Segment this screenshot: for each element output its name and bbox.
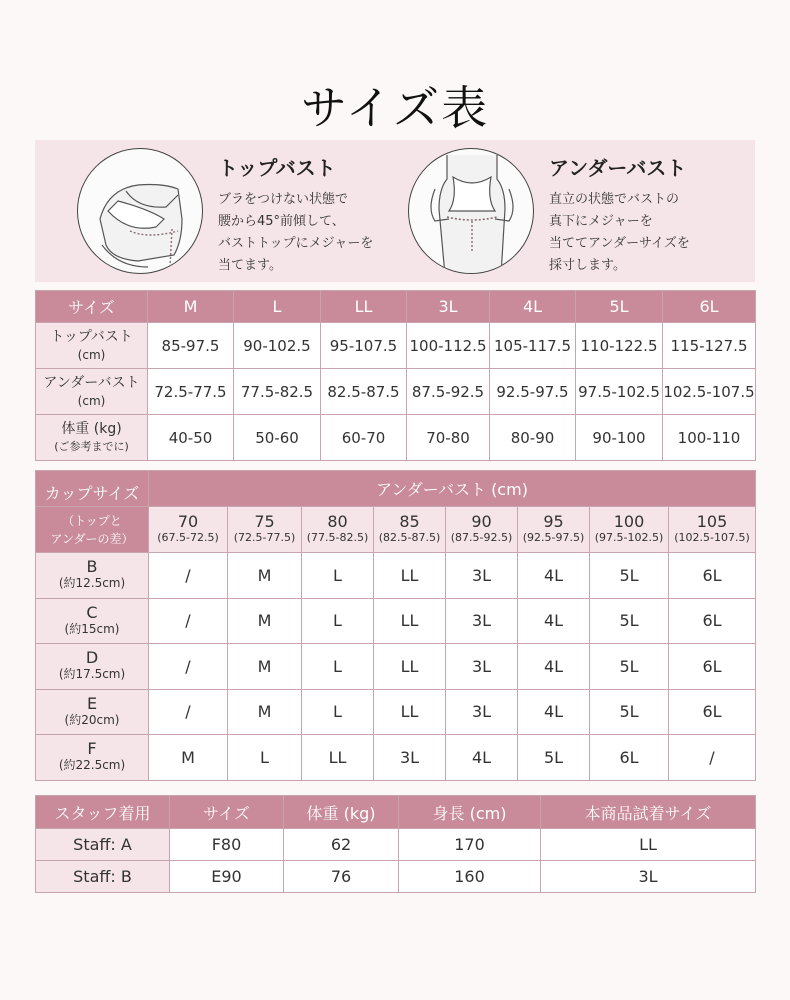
under-bust-group-header: アンダーバスト (cm) bbox=[149, 471, 756, 507]
table-cell: LL bbox=[374, 644, 446, 690]
cup-label bbox=[36, 689, 149, 735]
row-label-main: アンダーバスト bbox=[43, 374, 140, 391]
table-cell: L bbox=[302, 553, 374, 599]
table-cell: 3L bbox=[446, 553, 518, 599]
table-cell: 100-112.5 bbox=[407, 323, 490, 369]
band-header bbox=[374, 507, 446, 553]
table-cell: LL bbox=[374, 689, 446, 735]
staff-header-cell: スタッフ着用 bbox=[36, 796, 170, 829]
table-cell: 87.5-92.5 bbox=[407, 369, 490, 415]
table-cell: 5L bbox=[590, 553, 669, 599]
row-label-main: トップバスト bbox=[50, 328, 133, 345]
row-label bbox=[36, 323, 148, 369]
table-cell: 85-97.5 bbox=[148, 323, 234, 369]
band-header bbox=[149, 507, 228, 553]
band-number: 95 bbox=[543, 511, 564, 531]
table-cell: M bbox=[228, 598, 302, 644]
cup-label bbox=[36, 553, 149, 599]
row-label bbox=[36, 415, 148, 461]
table-cell: 77.5-82.5 bbox=[234, 369, 321, 415]
size-header-label: サイズ bbox=[36, 291, 148, 323]
table-cell: / bbox=[149, 553, 228, 599]
table-cell: 90-102.5 bbox=[234, 323, 321, 369]
staff-header-cell: 体重 (kg) bbox=[284, 796, 399, 829]
table-cell: 6L bbox=[669, 598, 756, 644]
size-header-cell: 6L bbox=[663, 291, 756, 323]
table-cell: 160 bbox=[399, 861, 541, 893]
page-title: サイズ表 bbox=[300, 81, 490, 135]
size-table bbox=[35, 290, 756, 461]
table-cell: 6L bbox=[669, 689, 756, 735]
table-row bbox=[36, 861, 756, 893]
table-cell: LL bbox=[374, 598, 446, 644]
table-row bbox=[36, 735, 756, 781]
band-range: (77.5-82.5) bbox=[306, 530, 369, 544]
table-cell: 5L bbox=[590, 689, 669, 735]
table-cell: 40-50 bbox=[148, 415, 234, 461]
table-cell: L bbox=[302, 644, 374, 690]
table-cell: 3L bbox=[446, 689, 518, 735]
cup-size-table bbox=[35, 470, 756, 781]
table-cell: 82.5-87.5 bbox=[321, 369, 407, 415]
table-cell: 3L bbox=[541, 861, 756, 893]
table-cell: 76 bbox=[284, 861, 399, 893]
table-cell: 115-127.5 bbox=[663, 323, 756, 369]
table-cell: 4L bbox=[446, 735, 518, 781]
size-header-cell: LL bbox=[321, 291, 407, 323]
band-range: (67.5-72.5) bbox=[157, 530, 219, 544]
measurement-guide bbox=[35, 140, 755, 282]
size-header-cell: 4L bbox=[490, 291, 576, 323]
table-cell: L bbox=[302, 598, 374, 644]
band-range: (87.5-92.5) bbox=[450, 530, 513, 544]
band-number: 90 bbox=[471, 511, 492, 531]
table-row bbox=[36, 323, 756, 369]
table-row bbox=[36, 369, 756, 415]
table-cell: 60-70 bbox=[321, 415, 407, 461]
row-label-sub: (ご参考までに) bbox=[54, 439, 129, 453]
band-header bbox=[228, 507, 302, 553]
table-cell: 3L bbox=[374, 735, 446, 781]
staff-header-cell: サイズ bbox=[170, 796, 284, 829]
size-header-cell: M bbox=[148, 291, 234, 323]
table-row bbox=[36, 689, 756, 735]
band-number: 105 bbox=[696, 511, 728, 531]
band-number: 100 bbox=[613, 511, 645, 531]
table-cell: 4L bbox=[518, 598, 590, 644]
cup-letter: F bbox=[87, 739, 97, 759]
table-cell: 6L bbox=[669, 553, 756, 599]
table-cell: 5L bbox=[590, 644, 669, 690]
cup-label bbox=[36, 735, 149, 781]
table-cell: 72.5-77.5 bbox=[148, 369, 234, 415]
cup-difference: (約17.5cm) bbox=[58, 667, 126, 682]
table-cell: 3L bbox=[446, 644, 518, 690]
table-cell: 3L bbox=[446, 598, 518, 644]
band-header bbox=[302, 507, 374, 553]
table-cell: F80 bbox=[170, 829, 284, 861]
band-range: (92.5-97.5) bbox=[522, 530, 585, 544]
table-cell: 6L bbox=[669, 644, 756, 690]
table-cell: / bbox=[149, 598, 228, 644]
staff-table bbox=[35, 795, 756, 893]
cup-letter: D bbox=[85, 648, 99, 668]
table-cell: 6L bbox=[590, 735, 669, 781]
cup-difference: (約15cm) bbox=[64, 621, 120, 636]
table-cell: / bbox=[669, 735, 756, 781]
band-number: 75 bbox=[254, 511, 275, 531]
table-cell: M bbox=[228, 644, 302, 690]
band-header bbox=[446, 507, 518, 553]
under-bust-heading: アンダーバスト bbox=[549, 156, 687, 180]
cup-difference: (約22.5cm) bbox=[58, 758, 126, 773]
top-bust-illustration bbox=[77, 148, 203, 274]
table-cell: / bbox=[149, 689, 228, 735]
band-header bbox=[590, 507, 669, 553]
table-cell: 5L bbox=[518, 735, 590, 781]
cup-label bbox=[36, 644, 149, 690]
staff-header-cell: 本商品試着サイズ bbox=[541, 796, 756, 829]
cup-letter: B bbox=[86, 557, 98, 577]
table-cell: 50-60 bbox=[234, 415, 321, 461]
table-cell: 5L bbox=[590, 598, 669, 644]
table-cell: E90 bbox=[170, 861, 284, 893]
cup-difference: (約12.5cm) bbox=[58, 576, 126, 591]
table-cell: 62 bbox=[284, 829, 399, 861]
table-cell: 70-80 bbox=[407, 415, 490, 461]
table-cell: 90-100 bbox=[576, 415, 663, 461]
table-cell: LL bbox=[374, 553, 446, 599]
top-bust-description: ブラをつけない状態で 腰から45°前傾して、 バストトップにメジャーを 当てます。 bbox=[218, 192, 374, 273]
table-row bbox=[36, 829, 756, 861]
table-cell: 4L bbox=[518, 689, 590, 735]
table-cell: 92.5-97.5 bbox=[490, 369, 576, 415]
band-header bbox=[518, 507, 590, 553]
table-row bbox=[36, 415, 756, 461]
staff-name: Staff: B bbox=[36, 861, 170, 893]
cup-corner-sub bbox=[36, 507, 149, 553]
band-range: (102.5-107.5) bbox=[674, 530, 750, 544]
table-cell: 80-90 bbox=[490, 415, 576, 461]
staff-name: Staff: A bbox=[36, 829, 170, 861]
band-range: (72.5-77.5) bbox=[233, 530, 296, 544]
cup-corner-sub-text: （トップと アンダーの差） bbox=[50, 513, 134, 546]
band-number: 70 bbox=[177, 511, 199, 531]
cup-letter: E bbox=[86, 693, 98, 713]
band-range: (97.5-102.5) bbox=[594, 530, 664, 544]
cup-label bbox=[36, 598, 149, 644]
table-cell: LL bbox=[302, 735, 374, 781]
band-range: (82.5-87.5) bbox=[378, 530, 441, 544]
row-label-main: 体重 (kg) bbox=[61, 420, 122, 437]
table-row bbox=[36, 598, 756, 644]
table-cell: 102.5-107.5 bbox=[663, 369, 756, 415]
band-number: 80 bbox=[327, 511, 348, 531]
table-cell: M bbox=[228, 553, 302, 599]
row-label bbox=[36, 369, 148, 415]
cup-difference: (約20cm) bbox=[64, 712, 120, 727]
table-cell: L bbox=[228, 735, 302, 781]
table-cell: 110-122.5 bbox=[576, 323, 663, 369]
cup-table-body bbox=[36, 553, 756, 781]
table-cell: M bbox=[149, 735, 228, 781]
top-bust-heading: トップバスト bbox=[218, 156, 336, 180]
size-header-cell: 5L bbox=[576, 291, 663, 323]
table-cell: 97.5-102.5 bbox=[576, 369, 663, 415]
under-bust-illustration bbox=[408, 148, 534, 274]
table-cell: 100-110 bbox=[663, 415, 756, 461]
table-row bbox=[36, 553, 756, 599]
row-label-sub: (cm) bbox=[77, 347, 106, 362]
band-number: 85 bbox=[399, 511, 420, 531]
table-cell: L bbox=[302, 689, 374, 735]
table-cell: 95-107.5 bbox=[321, 323, 407, 369]
cup-corner-label: カップサイズ bbox=[36, 471, 149, 507]
table-cell: 105-117.5 bbox=[490, 323, 576, 369]
size-header-cell: L bbox=[234, 291, 321, 323]
table-cell: M bbox=[228, 689, 302, 735]
table-row bbox=[36, 644, 756, 690]
size-header-cell: 3L bbox=[407, 291, 490, 323]
table-cell: LL bbox=[541, 829, 756, 861]
band-header bbox=[669, 507, 756, 553]
table-cell: 4L bbox=[518, 644, 590, 690]
table-cell: 170 bbox=[399, 829, 541, 861]
row-label-sub: (cm) bbox=[77, 393, 106, 408]
table-cell: / bbox=[149, 644, 228, 690]
staff-header-cell: 身長 (cm) bbox=[399, 796, 541, 829]
cup-letter: C bbox=[86, 602, 98, 622]
table-cell: 4L bbox=[518, 553, 590, 599]
under-bust-description: 直立の状態でバストの 真下にメジャーを 当ててアンダーサイズを 採寸します。 bbox=[549, 192, 690, 273]
